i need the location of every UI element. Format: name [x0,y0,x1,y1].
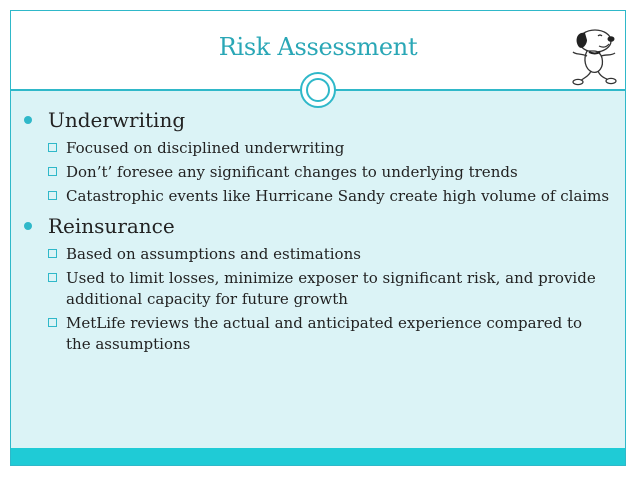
snoopy-dancing-illustration [565,25,623,87]
list-item-text: Focused on disciplined underwriting [66,139,345,157]
slide-body [20,108,610,358]
list-item [20,313,610,355]
filled-circle-bullet-icon [24,116,32,124]
section-heading-text: Underwriting [48,108,186,132]
section-heading-reinsurance [20,214,610,238]
list-item [20,186,610,207]
filled-circle-bullet-icon [24,222,32,230]
hollow-square-bullet-icon [48,191,57,200]
list-item-text: MetLife reviews the actual and anticipated experience compared to the assumptions [66,314,583,353]
list-item-text: Based on assumptions and estimations [66,245,361,263]
hollow-square-bullet-icon [48,318,57,327]
list-item [20,138,610,159]
hollow-square-bullet-icon [48,249,57,258]
hollow-square-bullet-icon [48,273,57,282]
list-item [20,162,610,183]
section-heading-text: Reinsurance [48,214,175,238]
list-item-text: Used to limit losses, minimize exposer to significant risk, and provide additional capacity for future growth [66,269,596,308]
list-item [20,268,610,310]
hollow-square-bullet-icon [48,167,57,176]
list-item-text: Don’t’ foresee any significant changes to underlying trends [66,163,518,181]
section-heading-underwriting [20,108,610,132]
list-item [20,244,610,265]
footer-band [11,448,625,465]
double-ring-ornament-icon [300,72,336,108]
hollow-square-bullet-icon [48,143,57,152]
list-item-text: Catastrophic events like Hurricane Sandy create high volume of claims [66,187,610,205]
slide-title: Risk Assessment [218,33,418,61]
